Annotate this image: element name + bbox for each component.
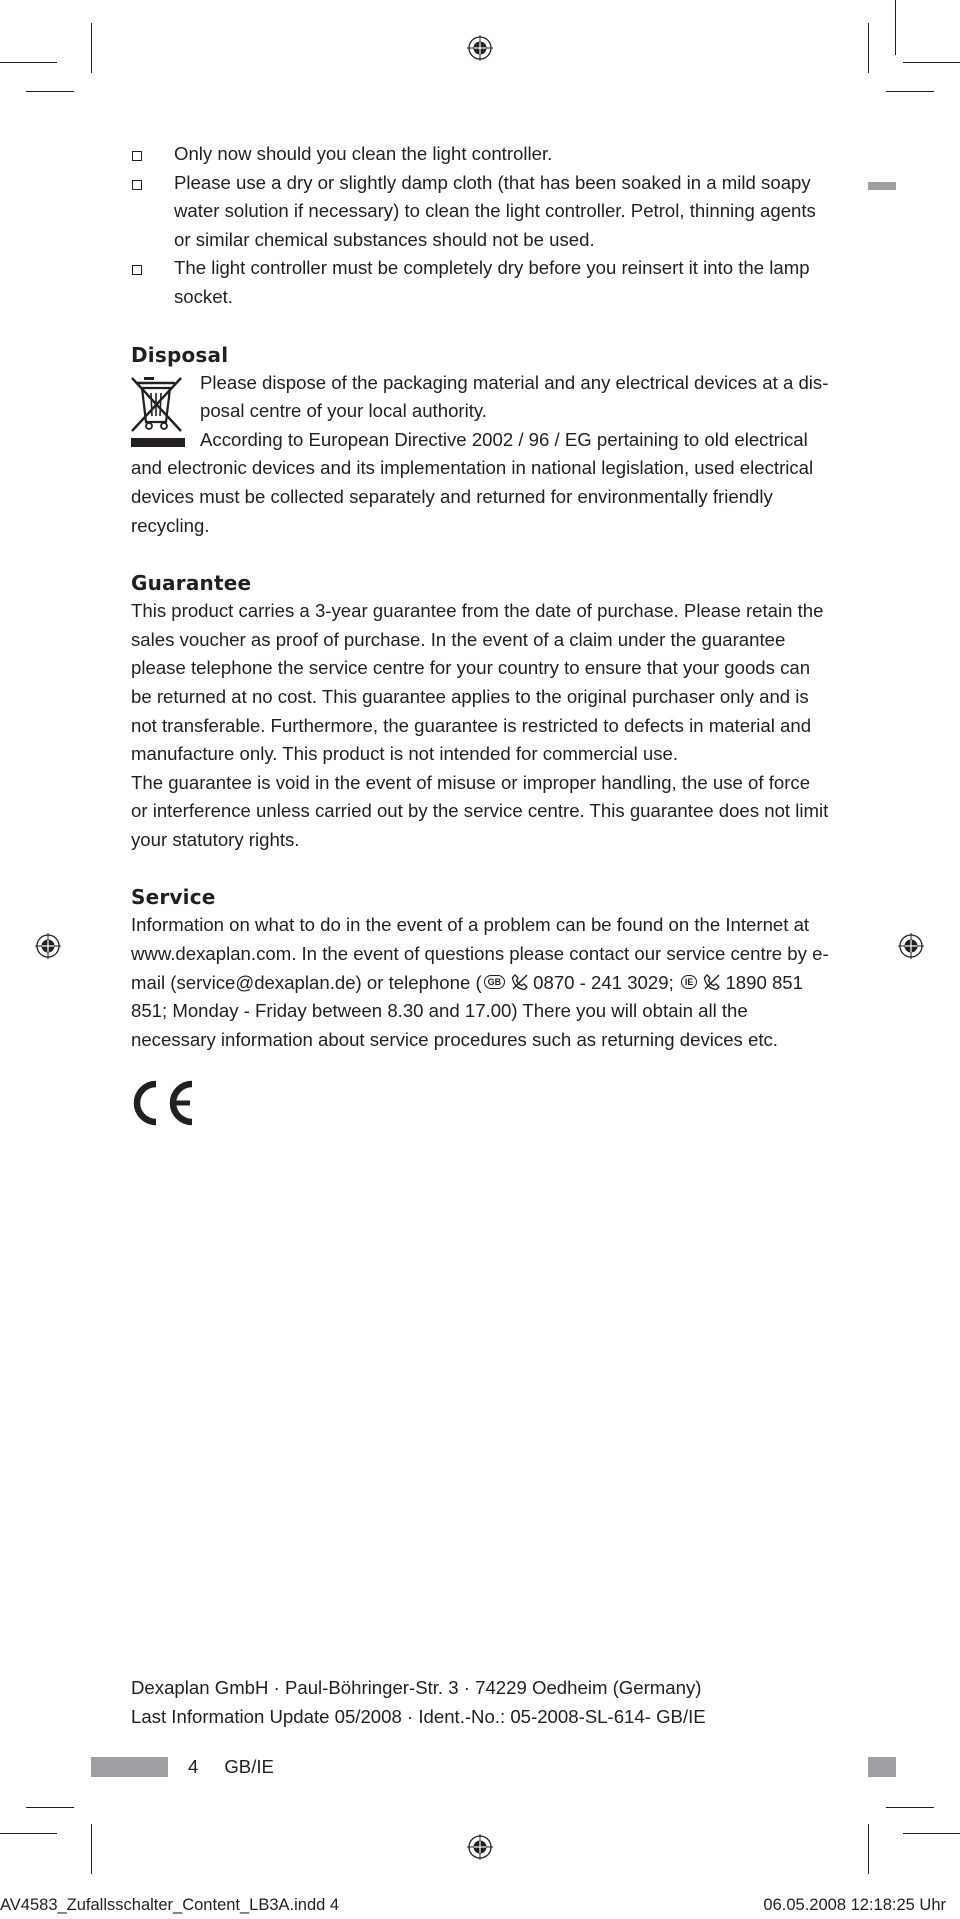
page-number-bar [91,1757,168,1777]
disposal-heading: Disposal [131,342,229,367]
crop-mark [903,1833,960,1834]
page-edge-marker [868,1757,896,1777]
publisher-footer [131,1673,706,1731]
publisher-address: Dexaplan GmbH · Paul-Böhringer-Str. 3 · 74229 Oedheim (Germany) [131,1677,702,1698]
crop-mark [91,23,92,73]
bullet-box-icon [132,180,142,190]
crop-mark [26,91,74,92]
cleaning-instructions-list [131,140,831,312]
ie-country-badge: IE [681,975,698,989]
guarantee-heading: Guarantee [131,571,252,596]
guarantee-paragraph: The guarantee is void in the event of misuse or improper handling, the use of force or interference unless carried out by the service centre. This guarantee does not limit your statutory rights. [131,771,829,850]
crop-mark [0,1833,57,1834]
main-content [131,140,831,1054]
telephone-handset-icon [703,973,721,991]
crop-mark [903,62,960,63]
slug-filename: AV4583_Zufallsschalter_Content_LB3A.indd 4 [0,1896,340,1914]
crop-mark [895,0,896,55]
chapter-tab-marker [868,182,896,190]
slug-timestamp: 06.05.2008 12:18:25 Uhr [763,1896,946,1914]
list-item: Only now should you clean the light controller. [131,140,831,169]
disposal-section [131,341,831,541]
bullet-box-icon [132,151,142,161]
crop-mark [886,1807,934,1808]
crop-mark [0,62,57,63]
crop-mark [868,23,869,73]
list-item: The light controller must be completely dry before you reinsert it into the lamp socket. [131,254,831,311]
crop-mark [26,1807,74,1808]
bullet-box-icon [132,265,142,275]
disposal-paragraph: According to European Directive 2002 / 96 / EG pertaining to old electrical [200,428,808,450]
page-language: GB/IE [224,1756,274,1777]
crop-mark [868,1824,869,1874]
registration-mark-icon [467,35,493,61]
service-heading: Service [131,885,216,910]
page-number [188,1753,274,1781]
service-paragraph: Information on what to do in the event of a problem can be found on the Internet at www.dexaplan.com. In the event of questions please contact our service centre by e-mail (service@dexaplan.de) or telephone ( GB 0870 - 241 3029; IE 1890 851 851; Monday - Friday between 8.30 and 17.00) There you will obtain all the necessary information about service procedures such as returning devices etc. [131,914,829,1050]
registration-mark-icon [898,933,924,959]
information-update: Last Information Update 05/2008 · Ident.-No.: 05-2008-SL-614- GB/IE [131,1706,706,1727]
gb-country-badge: GB [484,975,506,989]
service-section [131,883,831,1054]
crossed-out-wheelie-bin-icon [131,375,186,451]
ce-mark-icon [130,1078,198,1128]
crop-mark [886,91,934,92]
guarantee-section [131,569,831,854]
registration-mark-icon [35,933,61,959]
disposal-paragraph: Please dispose of the packaging material and any electrical devices at a dis-posal centre of your local authority. [200,371,829,422]
registration-mark-icon [467,1834,493,1860]
guarantee-paragraph: This product carries a 3-year guarantee from the date of purchase. Please retain the sales voucher as proof of purchase. In the event of a claim under the guarantee please telephone the service centre for your country to ensure that your goods can be returned at no cost. This guarantee applies to the original purchaser only and is not transferable. Furthermore, the guarantee is restricted to defects in material and manufacture only. This product is not intended for commercial use. [131,600,824,765]
crop-mark [91,1824,92,1874]
page-number-value: 4 [188,1756,199,1777]
telephone-handset-icon [511,973,529,991]
list-item: Please use a dry or slightly damp cloth (that has been soaked in a mild soapy water solution if necessary) to clean the light controller. Petrol, thinning agents or similar chemical substances should not be used. [131,169,831,255]
disposal-paragraph: and electronic devices and its implementation in national legislation, used electrical devices must be collected separately and returned for environmentally friendly recycling. [131,457,814,536]
